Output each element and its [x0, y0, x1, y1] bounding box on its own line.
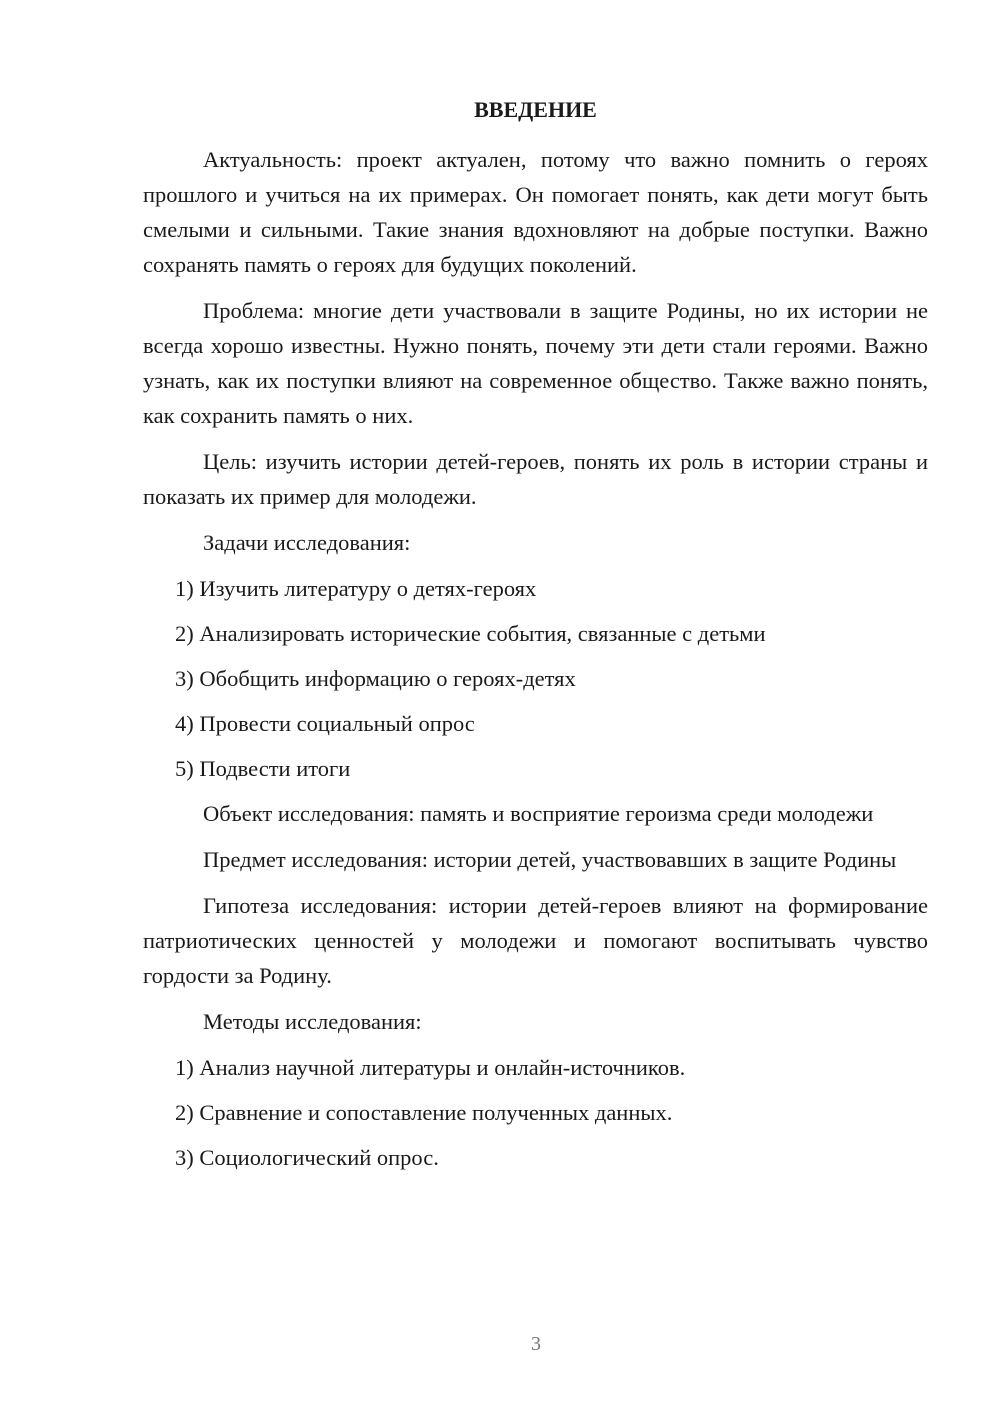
problem-paragraph: Проблема: многие дети участвовали в защите Родины, но их истории не всегда хорошо известны. Нужно понять, почему эти дети стали героями. Важно узнать, как их поступки влияют на современное общество. Также важно понять, как сохранить память о них.: [143, 298, 928, 428]
task-item: 4) Провести социальный опрос: [175, 711, 475, 736]
page-number: 3: [531, 1333, 541, 1355]
page-content: [143, 92, 928, 1185]
task-item: 5) Подвести итоги: [175, 756, 351, 781]
goal-paragraph: Цель: изучить истории детей-героев, понять их роль в истории страны и показать их пример для молодежи.: [143, 449, 928, 509]
subject-paragraph: Предмет исследования: истории детей, участвовавших в защите Родины: [203, 847, 897, 872]
tasks-heading: Задачи исследования:: [203, 530, 411, 555]
object-paragraph: Объект исследования: память и восприятие героизма среди молодежи: [203, 801, 874, 826]
method-item: 1) Анализ научной литературы и онлайн-источников.: [175, 1055, 686, 1080]
task-item: 1) Изучить литературу о детях-героях: [175, 576, 537, 601]
relevance-paragraph: Актуальность: проект актуален, потому что важно помнить о героях прошлого и учиться на их примерах. Он помогает понять, как дети могут быть смелыми и сильными. Такие знания вдохновляют на добрые поступки. Важно сохранять память о героях для будущих поколений.: [143, 147, 928, 277]
hypothesis-paragraph: Гипотеза исследования: истории детей-героев влияют на формирование патриотических ценностей у молодежи и помогают воспитывать чувство гордости за Родину.: [143, 893, 928, 988]
task-item: 2) Анализировать исторические события, связанные с детьми: [175, 621, 766, 646]
method-item: 2) Сравнение и сопоставление полученных данных.: [175, 1100, 673, 1125]
task-item: 3) Обобщить информацию о героях-детях: [175, 666, 576, 691]
method-item: 3) Социологический опрос.: [175, 1145, 439, 1170]
methods-heading: Методы исследования:: [203, 1009, 422, 1034]
section-title: ВВЕДЕНИЕ: [474, 97, 597, 122]
